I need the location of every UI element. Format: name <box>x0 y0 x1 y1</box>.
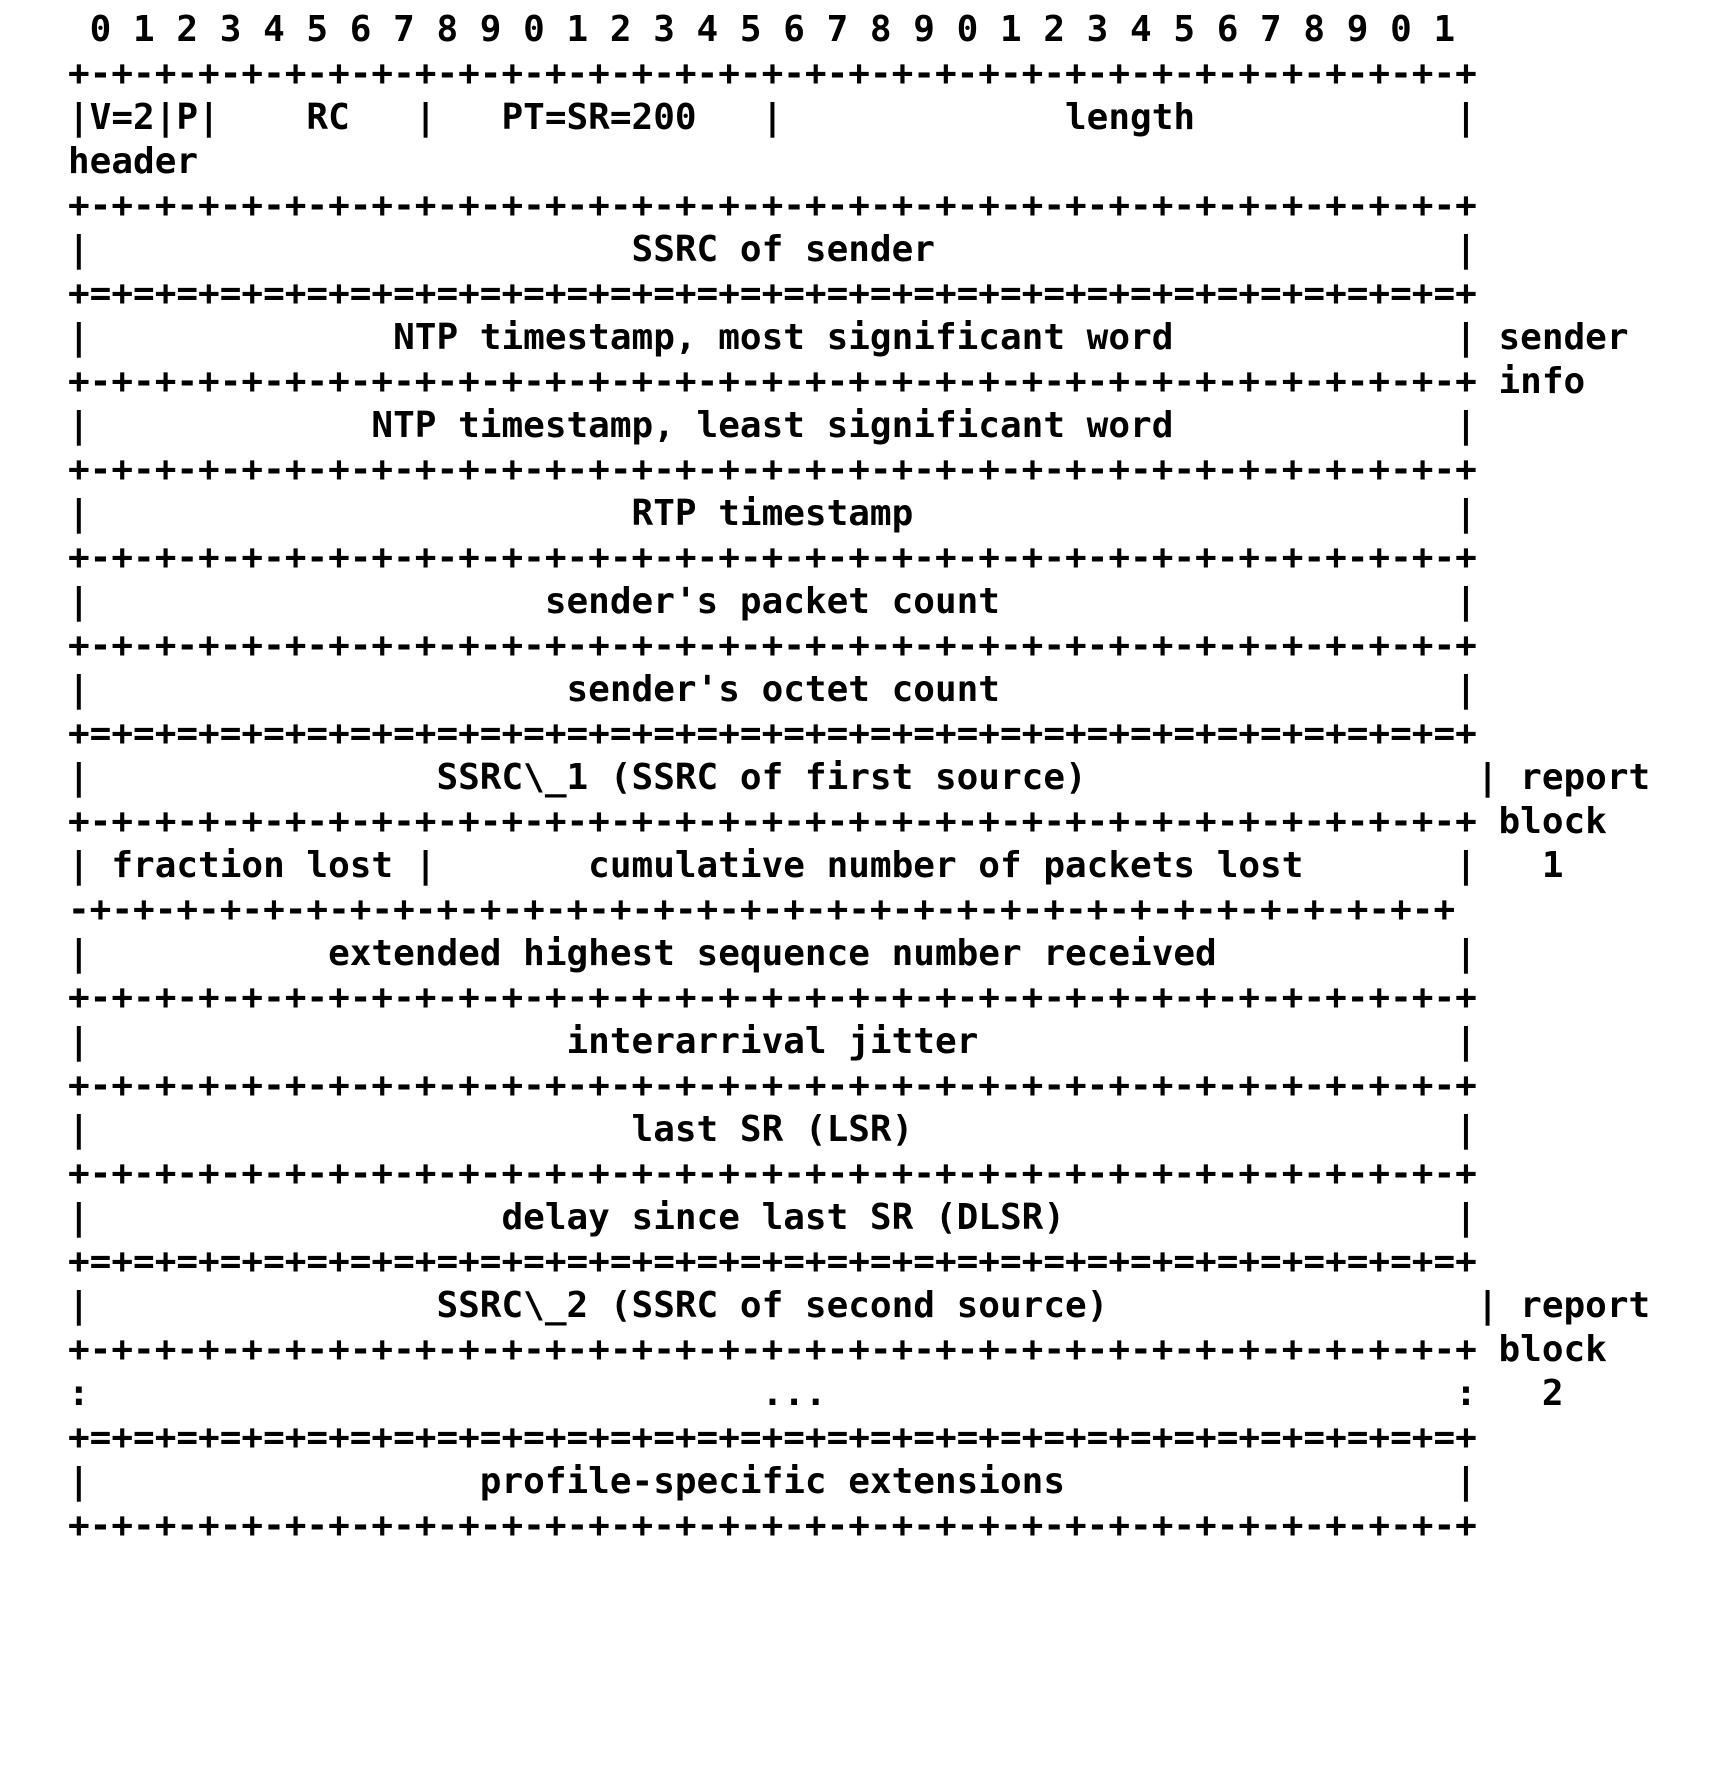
dlsr-row: | delay since last SR (DLSR) | <box>68 1197 1477 1238</box>
separator-line: -+-+-+-+-+-+-+-+-+-+-+-+-+-+-+-+-+-+-+-+-+-+-+-+-+-+-+-+-+-+-+-+ <box>68 889 1456 930</box>
ssrc-1-row: | SSRC\_1 (SSRC of first source) | report <box>68 757 1651 798</box>
extended-highest-seq-row: | extended highest sequence number received | <box>68 933 1477 974</box>
separator-line: +-+-+-+-+-+-+-+-+-+-+-+-+-+-+-+-+-+-+-+-+-+-+-+-+-+-+-+-+-+-+-+-+ info <box>68 361 1586 402</box>
header-fields-row: |V=2|P| RC | PT=SR=200 | length | <box>68 97 1477 138</box>
separator-line: +-+-+-+-+-+-+-+-+-+-+-+-+-+-+-+-+-+-+-+-+-+-+-+-+-+-+-+-+-+-+-+-+ <box>68 53 1477 94</box>
interarrival-jitter-row: | interarrival jitter | <box>68 1021 1477 1062</box>
fraction-lost-row: | fraction lost | cumulative number of packets lost | 1 <box>68 845 1564 886</box>
octet-count-row: | sender's octet count | <box>68 669 1477 710</box>
section-separator-line: +=+=+=+=+=+=+=+=+=+=+=+=+=+=+=+=+=+=+=+=+=+=+=+=+=+=+=+=+=+=+=+=+ <box>68 1241 1477 1282</box>
separator-line: +-+-+-+-+-+-+-+-+-+-+-+-+-+-+-+-+-+-+-+-+-+-+-+-+-+-+-+-+-+-+-+-+ block <box>68 1329 1607 1370</box>
separator-line: +-+-+-+-+-+-+-+-+-+-+-+-+-+-+-+-+-+-+-+-+-+-+-+-+-+-+-+-+-+-+-+-+ <box>68 625 1477 666</box>
ntp-msw-row: | NTP timestamp, most significant word | sender <box>68 317 1629 358</box>
separator-line: +-+-+-+-+-+-+-+-+-+-+-+-+-+-+-+-+-+-+-+-+-+-+-+-+-+-+-+-+-+-+-+-+ <box>68 537 1477 578</box>
separator-line: +-+-+-+-+-+-+-+-+-+-+-+-+-+-+-+-+-+-+-+-+-+-+-+-+-+-+-+-+-+-+-+-+ <box>68 977 1477 1018</box>
profile-extensions-row: | profile-specific extensions | <box>68 1461 1477 1502</box>
section-separator-line: +=+=+=+=+=+=+=+=+=+=+=+=+=+=+=+=+=+=+=+=+=+=+=+=+=+=+=+=+=+=+=+=+ <box>68 1417 1477 1458</box>
separator-line: +-+-+-+-+-+-+-+-+-+-+-+-+-+-+-+-+-+-+-+-+-+-+-+-+-+-+-+-+-+-+-+-+ <box>68 449 1477 490</box>
separator-line: +-+-+-+-+-+-+-+-+-+-+-+-+-+-+-+-+-+-+-+-+-+-+-+-+-+-+-+-+-+-+-+-+ block <box>68 801 1607 842</box>
packet-count-row: | sender's packet count | <box>68 581 1477 622</box>
last-sr-row: | last SR (LSR) | <box>68 1109 1477 1150</box>
bit-ruler: 0 1 2 3 4 5 6 7 8 9 0 1 2 3 4 5 6 7 8 9 0 1 2 3 4 5 6 7 8 9 0 1 <box>68 9 1456 50</box>
ssrc-of-sender-row: | SSRC of sender | <box>68 229 1477 270</box>
section-separator-line: +=+=+=+=+=+=+=+=+=+=+=+=+=+=+=+=+=+=+=+=+=+=+=+=+=+=+=+=+=+=+=+=+ <box>68 713 1477 754</box>
ssrc-2-row: | SSRC\_2 (SSRC of second source) | report <box>68 1285 1651 1326</box>
ntp-lsw-row: | NTP timestamp, least significant word | <box>68 405 1477 446</box>
ellipsis-row: : ... : 2 <box>68 1373 1564 1414</box>
separator-line: +-+-+-+-+-+-+-+-+-+-+-+-+-+-+-+-+-+-+-+-+-+-+-+-+-+-+-+-+-+-+-+-+ <box>68 1065 1477 1106</box>
separator-line: +-+-+-+-+-+-+-+-+-+-+-+-+-+-+-+-+-+-+-+-+-+-+-+-+-+-+-+-+-+-+-+-+ <box>68 185 1477 226</box>
section-separator-line: +=+=+=+=+=+=+=+=+=+=+=+=+=+=+=+=+=+=+=+=+=+=+=+=+=+=+=+=+=+=+=+=+ <box>68 273 1477 314</box>
header-label: header <box>68 141 199 182</box>
separator-line: +-+-+-+-+-+-+-+-+-+-+-+-+-+-+-+-+-+-+-+-+-+-+-+-+-+-+-+-+-+-+-+-+ <box>68 1153 1477 1194</box>
separator-line: +-+-+-+-+-+-+-+-+-+-+-+-+-+-+-+-+-+-+-+-+-+-+-+-+-+-+-+-+-+-+-+-+ <box>68 1505 1477 1546</box>
rtp-timestamp-row: | RTP timestamp | <box>68 493 1477 534</box>
